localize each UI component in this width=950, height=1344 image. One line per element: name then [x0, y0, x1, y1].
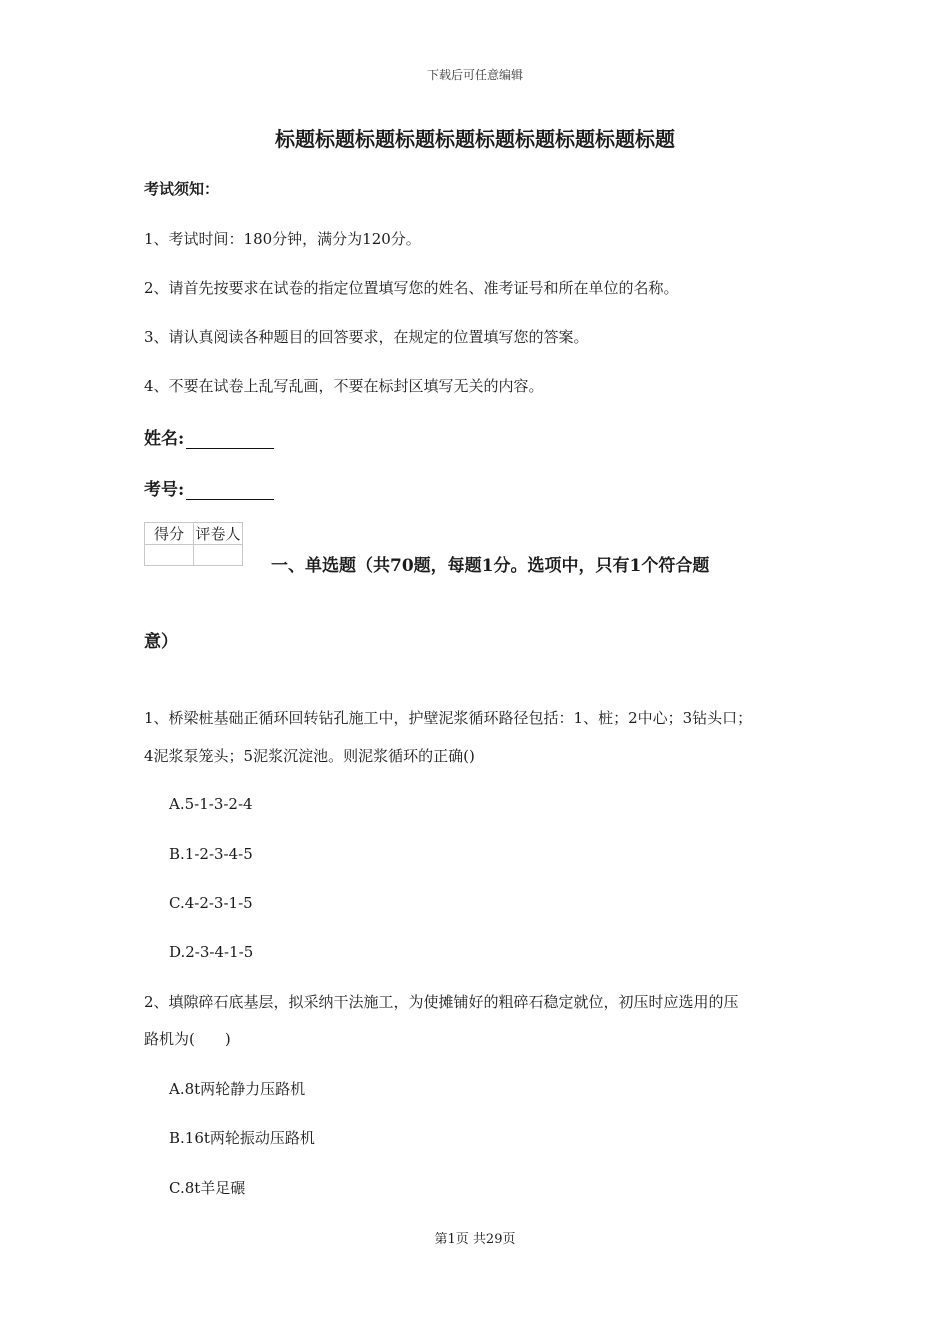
notice-item: 4、不要在试卷上乱写乱画，不要在标封区填写无关的内容。 — [144, 377, 544, 395]
page-footer: 第1页 共29页 — [434, 1232, 516, 1247]
score-header: 得分 — [145, 523, 194, 545]
question-option: B.16t两轮振动压路机 — [169, 1129, 315, 1147]
question-stem-continued: 路机为( ) — [144, 1030, 231, 1048]
question-stem-continued: 4泥浆泵笼头；5泥浆沉淀池。则泥浆循环的正确() — [144, 747, 475, 765]
grader-cell[interactable] — [194, 545, 243, 566]
name-field — [144, 424, 274, 449]
notice-item: 2、请首先按要求在试卷的指定位置填写您的姓名、准考证号和所在单位的名称。 — [144, 279, 679, 297]
notice-item: 1、考试时间：180分钟，满分为120分。 — [144, 230, 421, 248]
grader-header: 评卷人 — [194, 523, 243, 545]
score-table — [144, 522, 243, 566]
question-option: B.1-2-3-4-5 — [169, 845, 253, 863]
exam-number-blank-line[interactable] — [186, 482, 274, 500]
document-title: 标题标题标题标题标题标题标题标题标题标题 — [275, 127, 675, 151]
question-option: C.4-2-3-1-5 — [169, 894, 253, 912]
score-cell[interactable] — [145, 545, 194, 566]
header-note: 下载后可任意编辑 — [426, 68, 523, 82]
question-option: A.5-1-3-2-4 — [169, 795, 253, 813]
name-label: 姓名: — [144, 429, 185, 449]
notice-item: 3、请认真阅读各种题目的回答要求，在规定的位置填写您的答案。 — [144, 328, 589, 346]
section-heading-continued: 意） — [144, 632, 178, 652]
question-stem: 2、填隙碎石底基层，拟采纳干法施工，为使摊铺好的粗碎石稳定就位，初压时应选用的压 — [144, 993, 739, 1011]
notice-heading: 考试须知： — [144, 180, 220, 198]
exam-number-field — [144, 475, 274, 500]
name-blank-line[interactable] — [186, 431, 274, 449]
question-option: C.8t羊足碾 — [169, 1179, 246, 1197]
question-stem: 1、桥梁桩基础正循环回转钻孔施工中，护壁泥浆循环路径包括：1、桩；2中心；3钻头口； — [144, 709, 753, 727]
question-option: A.8t两轮静力压路机 — [169, 1080, 306, 1098]
question-option: D.2-3-4-1-5 — [169, 943, 254, 961]
section-heading: 一、单选题（共70题，每题1分。选项中，只有1个符合题 — [271, 556, 710, 576]
exam-number-label: 考号: — [144, 480, 185, 500]
